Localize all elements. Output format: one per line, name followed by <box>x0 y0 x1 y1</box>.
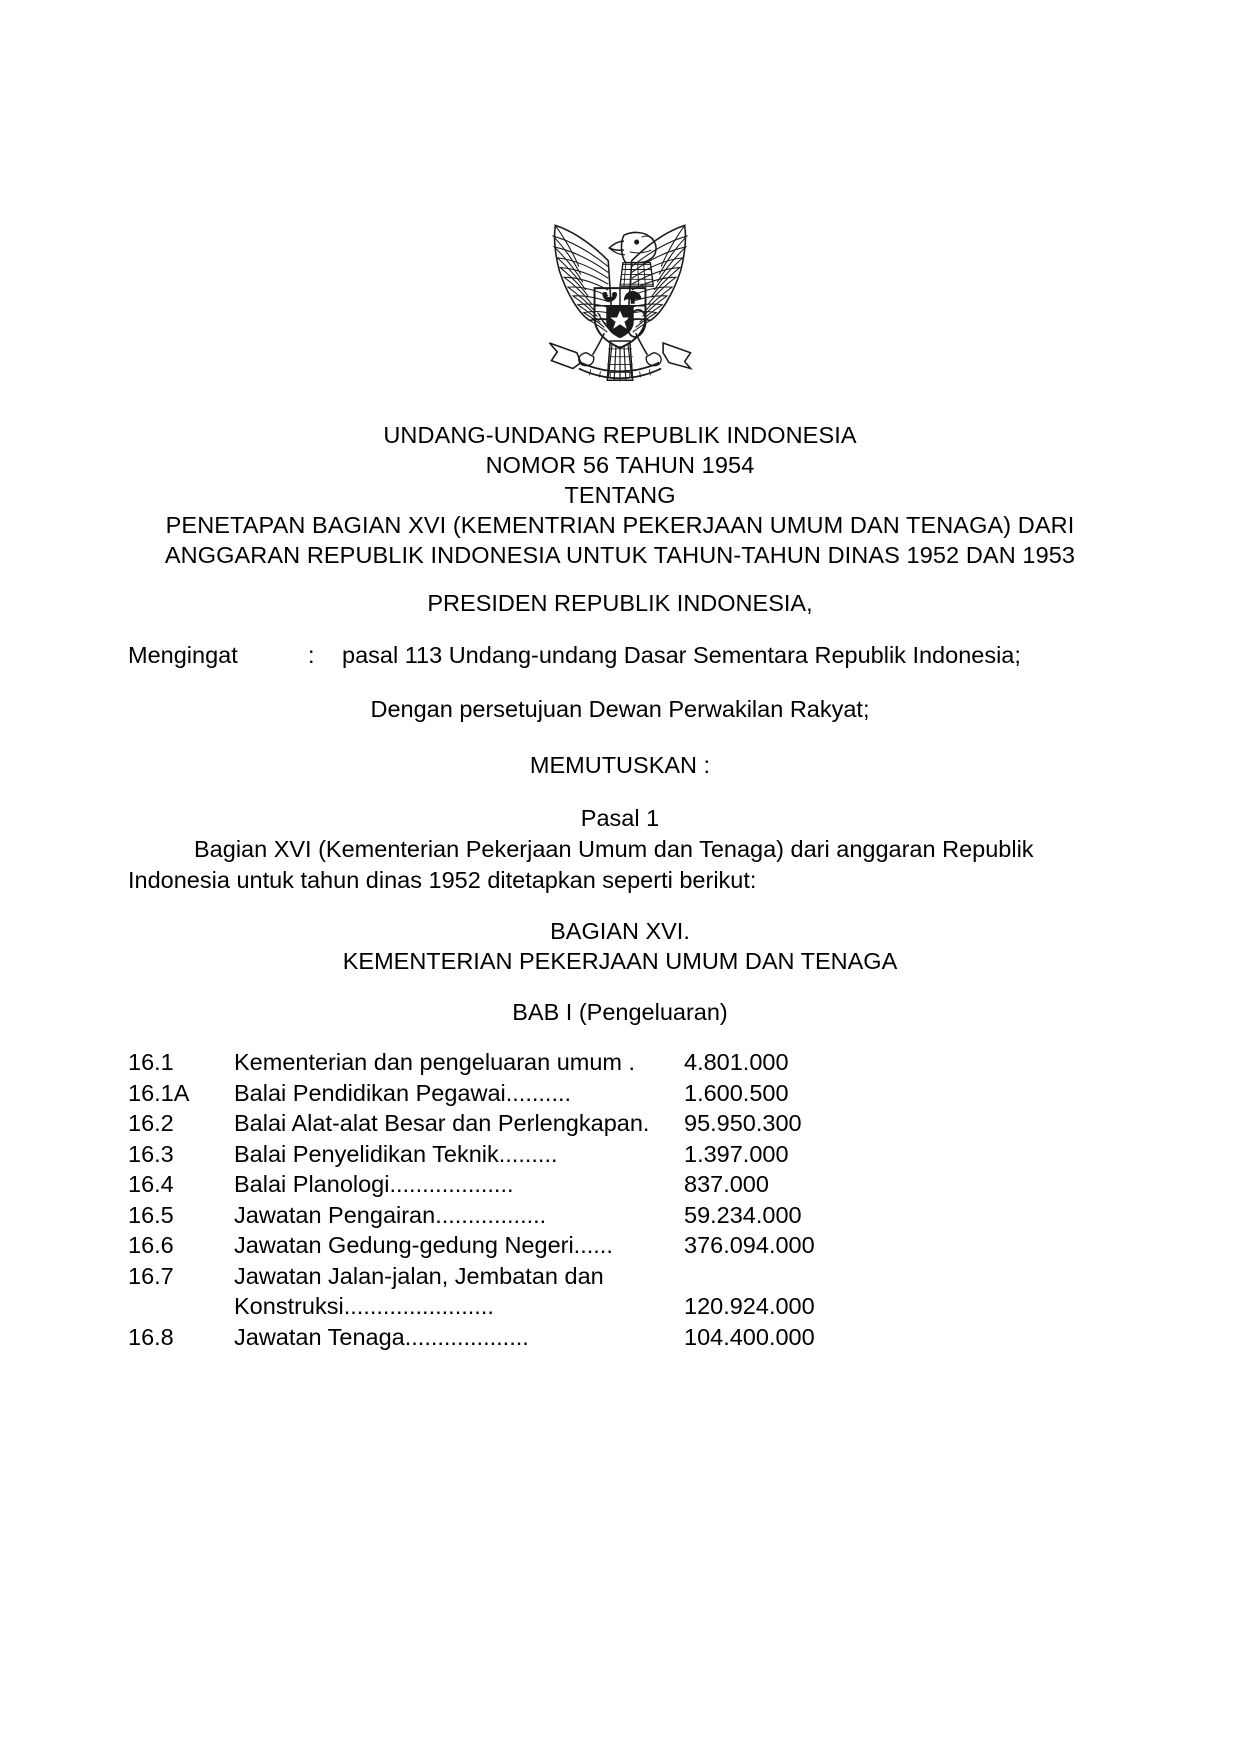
mengingat-text: pasal 113 Undang-undang Dasar Sementara Republik Indonesia; <box>342 642 1021 668</box>
title-line-tentang: TENTANG <box>564 482 676 508</box>
budget-row <box>128 1047 1128 1078</box>
mengingat-label: Mengingat <box>128 642 238 668</box>
pasal-body <box>128 834 1112 896</box>
president-heading: PRESIDEN REPUBLIK INDONESIA, <box>427 590 813 616</box>
budget-label: Balai Alat-alat Besar dan Perlengkapan. <box>234 1110 650 1136</box>
pasal-heading: Pasal 1 <box>580 805 660 831</box>
budget-amount: 837.000 <box>684 1171 769 1197</box>
budget-list <box>128 1047 1128 1352</box>
budget-amount: 1.397.000 <box>684 1140 789 1167</box>
budget-amount: 95.950.300 <box>684 1110 802 1136</box>
budget-label: Balai Pendidikan Pegawai.......... <box>234 1079 572 1106</box>
emblem-container <box>0 196 1240 397</box>
budget-row <box>128 1078 1128 1109</box>
title-line-subject-2: ANGGARAN REPUBLIK INDONESIA UNTUK TAHUN-TAHUN DINAS 1952 DAN 1953 <box>164 542 1076 568</box>
persetujuan-line: Dengan persetujuan Dewan Perwakilan Rakyat; <box>370 696 870 722</box>
budget-row <box>128 1261 1128 1292</box>
budget-row <box>128 1322 1128 1353</box>
budget-label: Kementerian dan pengeluaran umum . <box>234 1049 636 1075</box>
pasal-body-line-1: Bagian XVI (Kementerian Pekerjaan Umum dan Tenaga) dari anggaran Republik <box>194 836 1034 862</box>
bab-heading: BAB I (Pengeluaran) <box>512 999 728 1025</box>
title-line-number: NOMOR 56 TAHUN 1954 <box>485 452 755 478</box>
budget-amount: 4.801.000 <box>684 1049 789 1075</box>
budget-row <box>128 1139 1128 1170</box>
budget-code: 16.7 <box>128 1262 174 1289</box>
budget-row <box>128 1108 1128 1139</box>
bagian-heading-number: BAGIAN XVI. <box>550 918 690 944</box>
budget-row <box>128 1230 1128 1261</box>
document-title-block <box>120 420 1120 570</box>
budget-label: Balai Planologi................... <box>234 1171 514 1197</box>
mengingat-colon: : <box>308 642 315 668</box>
budget-code: 16.4 <box>128 1171 174 1197</box>
title-line-subject-1: PENETAPAN BAGIAN XVI (KEMENTRIAN PEKERJAAN UMUM DAN TENAGA) DARI <box>165 512 1075 538</box>
budget-code: 16.2 <box>128 1110 174 1136</box>
bagian-heading-block <box>120 916 1120 976</box>
budget-label: Jawatan Jalan-jalan, Jembatan dan <box>234 1262 604 1289</box>
memutuskan-heading: MEMUTUSKAN : <box>529 752 711 778</box>
budget-amount: 120.924.000 <box>684 1293 815 1319</box>
budget-code: 16.5 <box>128 1201 174 1228</box>
budget-label: Balai Penyelidikan Teknik......... <box>234 1140 558 1167</box>
budget-amount: 376.094.000 <box>684 1232 815 1258</box>
budget-label: Konstruksi....................... <box>234 1293 494 1319</box>
pasal-body-line-2: Indonesia untuk tahun dinas 1952 ditetapkan seperti berikut: <box>128 867 757 893</box>
budget-amount: 1.600.500 <box>684 1079 789 1106</box>
bagian-heading-ministry: KEMENTERIAN PEKERJAAN UMUM DAN TENAGA <box>342 948 898 974</box>
budget-code: 16.8 <box>128 1323 174 1350</box>
budget-code: 16.3 <box>128 1140 174 1167</box>
budget-label: Jawatan Pengairan................. <box>234 1201 547 1228</box>
budget-code: 16.1 <box>128 1049 174 1075</box>
budget-row <box>128 1291 1128 1322</box>
mengingat-row <box>128 640 1118 670</box>
garuda-pancasila-emblem <box>522 196 718 392</box>
budget-label: Jawatan Tenaga................... <box>234 1323 529 1350</box>
budget-amount: 104.400.000 <box>684 1323 815 1350</box>
budget-amount: 59.234.000 <box>684 1201 802 1228</box>
title-line-act: UNDANG-UNDANG REPUBLIK INDONESIA <box>383 422 857 448</box>
budget-code: 16.1A <box>128 1079 190 1106</box>
budget-row <box>128 1169 1128 1200</box>
budget-code: 16.6 <box>128 1232 174 1258</box>
budget-label: Jawatan Gedung-gedung Negeri...... <box>234 1232 613 1258</box>
budget-row <box>128 1200 1128 1231</box>
